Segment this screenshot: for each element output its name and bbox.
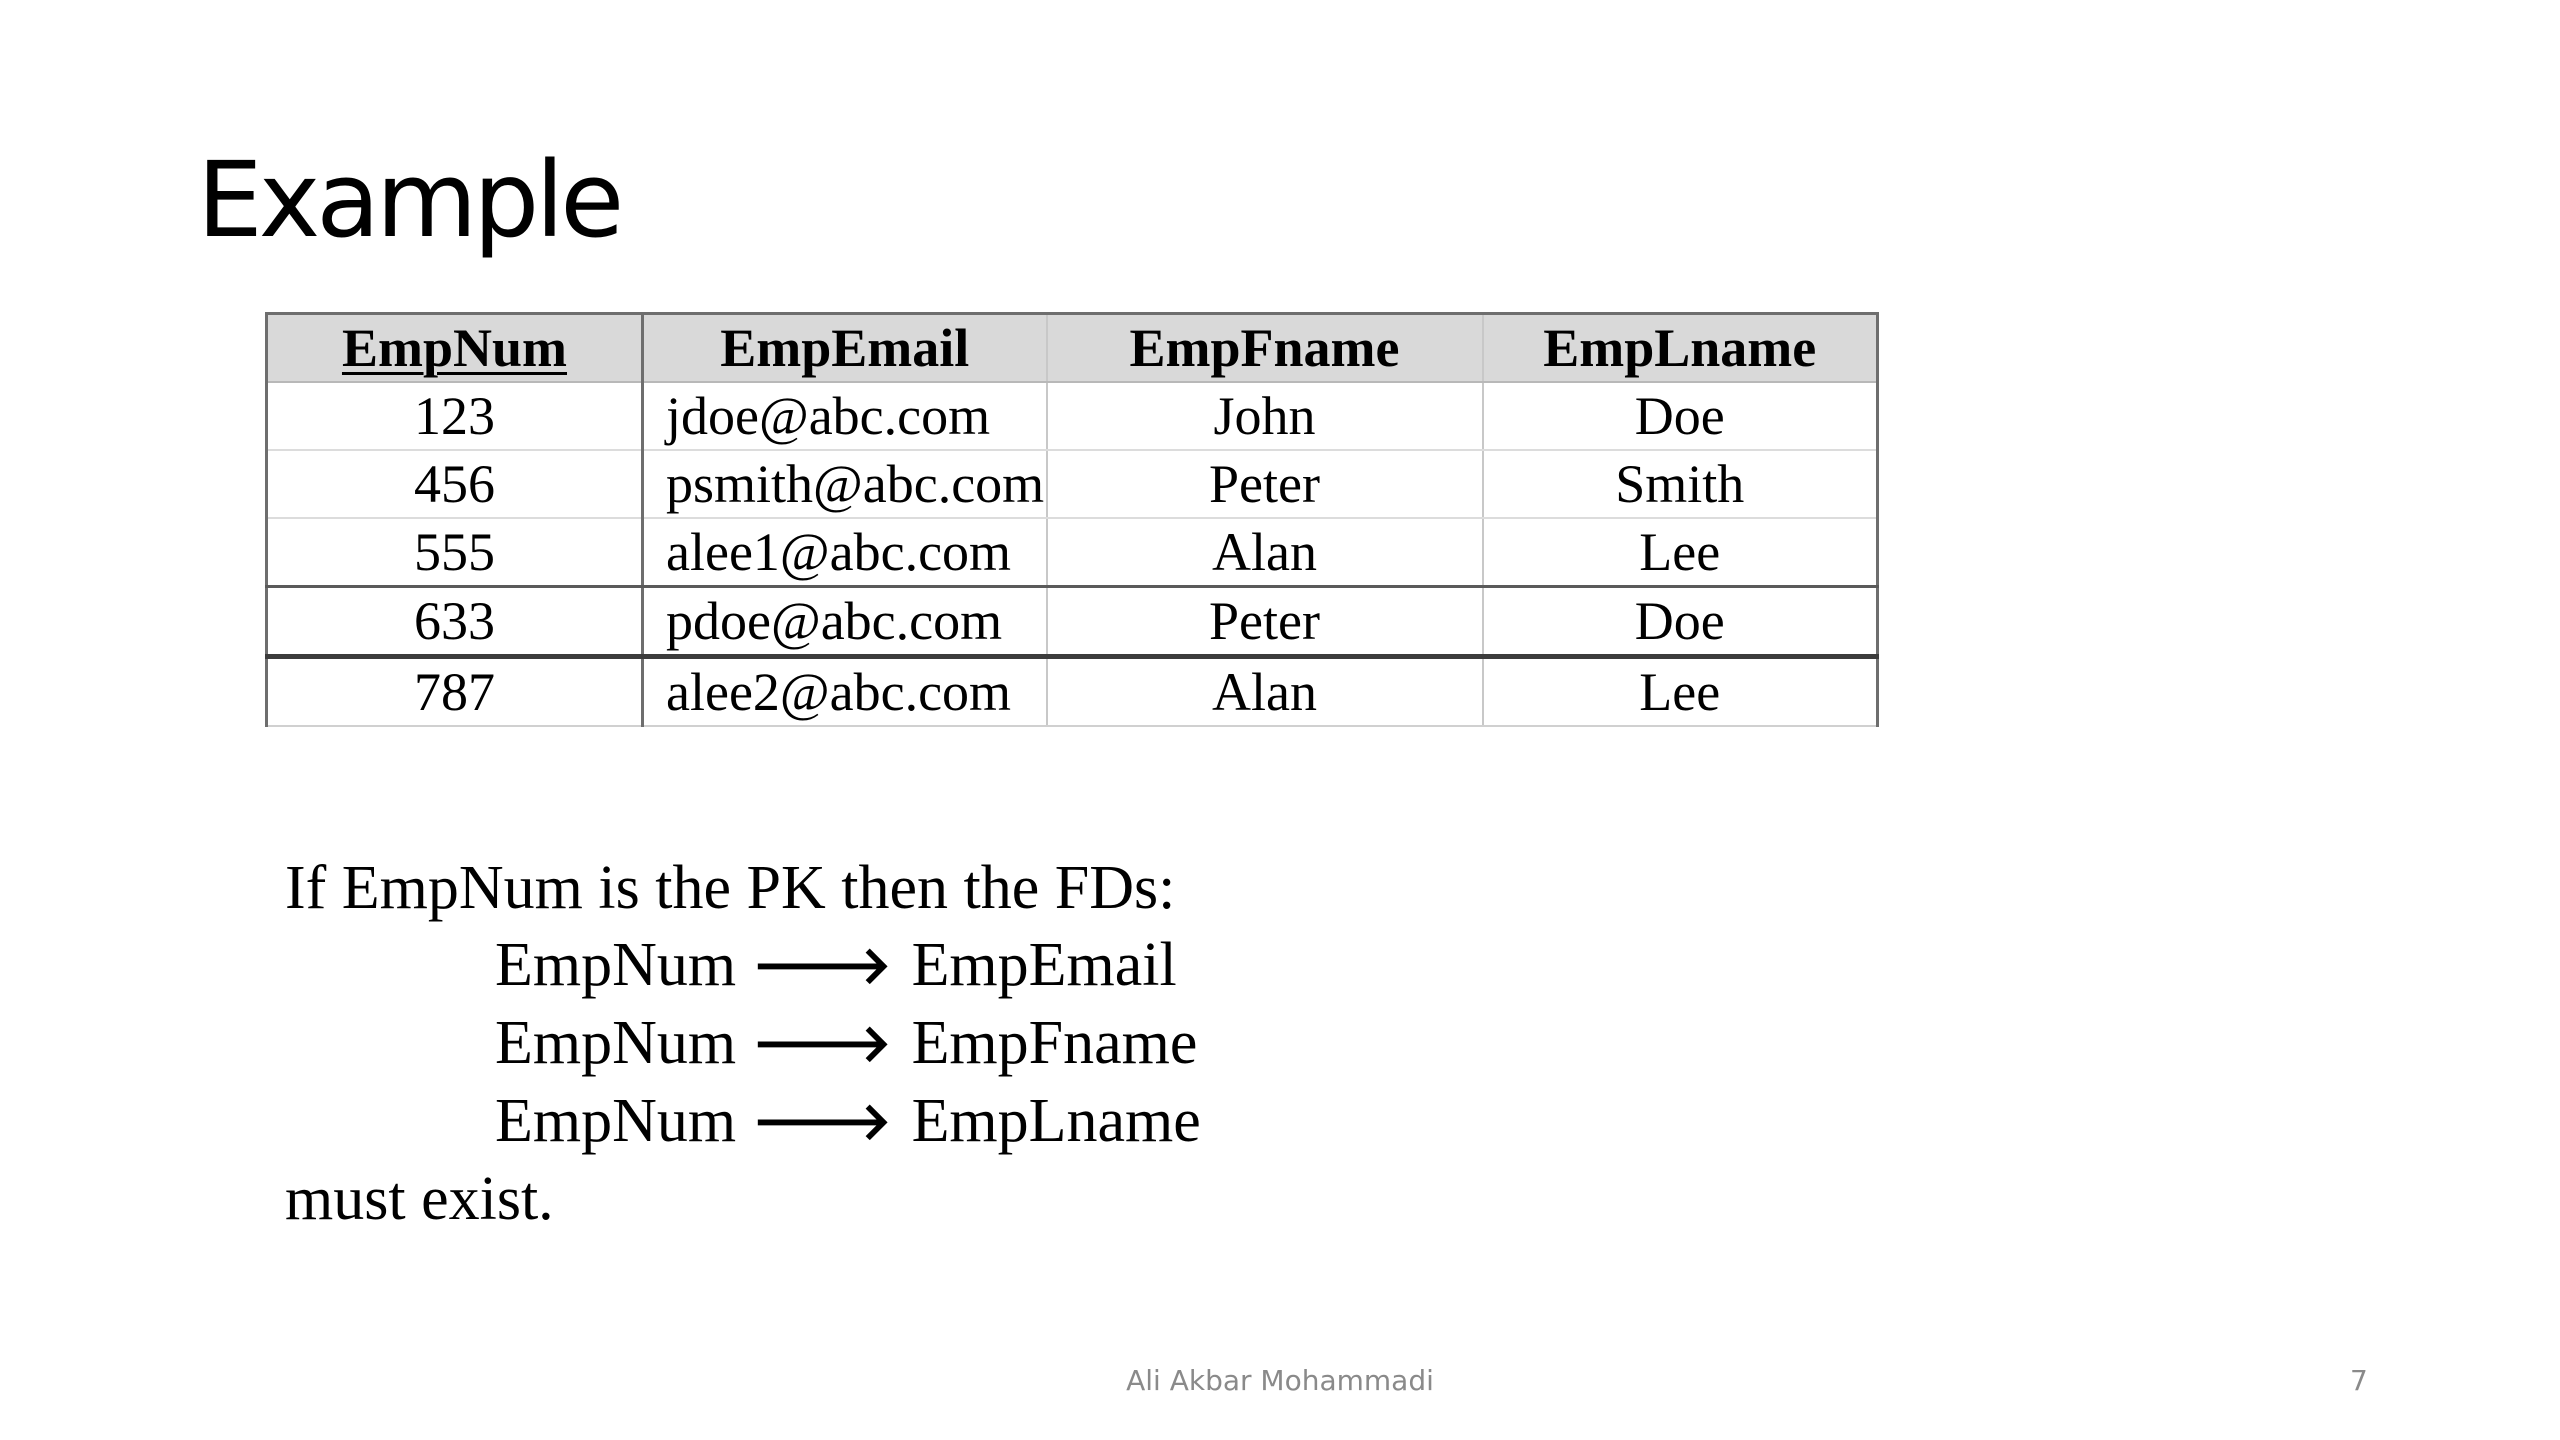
footer-author: Ali Akbar Mohammadi xyxy=(1126,1364,1434,1397)
cell-empnum: 456 xyxy=(267,450,643,518)
fd-rhs: EmpEmail xyxy=(911,931,1177,999)
table-header-row xyxy=(267,314,1878,383)
header-emplname: EmpLname xyxy=(1483,314,1878,383)
functional-dependencies-text xyxy=(285,850,1201,1238)
cell-empfname: Peter xyxy=(1047,587,1483,657)
cell-empfname: Peter xyxy=(1047,450,1483,518)
slide-page-number: 7 xyxy=(2350,1364,2368,1397)
fd-lhs: EmpNum xyxy=(495,931,737,999)
right-arrow-icon: 🡒 xyxy=(752,936,892,996)
cell-emplname: Doe xyxy=(1483,587,1878,657)
table-row xyxy=(267,450,1878,518)
cell-empfname: John xyxy=(1047,382,1483,450)
table-row xyxy=(267,518,1878,587)
right-arrow-icon: 🡒 xyxy=(752,1014,892,1074)
slide-title: Example xyxy=(197,139,621,261)
fd-rhs: EmpFname xyxy=(911,1009,1198,1077)
header-empnum xyxy=(267,314,643,383)
right-arrow-icon: 🡒 xyxy=(752,1092,892,1152)
cell-empnum: 555 xyxy=(267,518,643,587)
fd-item xyxy=(285,1005,1201,1083)
cell-empfname: Alan xyxy=(1047,657,1483,727)
table-row xyxy=(267,587,1878,657)
cell-empemail: alee2@abc.com xyxy=(643,657,1047,727)
table-row xyxy=(267,657,1878,727)
cell-empemail: pdoe@abc.com xyxy=(643,587,1047,657)
cell-emplname: Smith xyxy=(1483,450,1878,518)
table-row xyxy=(267,382,1878,450)
cell-empemail: psmith@abc.com xyxy=(643,450,1047,518)
cell-empnum: 633 xyxy=(267,587,643,657)
fd-rhs: EmpLname xyxy=(911,1087,1201,1155)
cell-empemail: alee1@abc.com xyxy=(643,518,1047,587)
cell-empnum: 787 xyxy=(267,657,643,727)
header-empfname: EmpFname xyxy=(1047,314,1483,383)
cell-empemail: jdoe@abc.com xyxy=(643,382,1047,450)
fd-item xyxy=(285,927,1201,1005)
fd-lhs: EmpNum xyxy=(495,1009,737,1077)
header-empemail: EmpEmail xyxy=(643,314,1047,383)
cell-empfname: Alan xyxy=(1047,518,1483,587)
cell-emplname: Lee xyxy=(1483,518,1878,587)
primary-key-label: EmpNum xyxy=(341,318,568,378)
cell-emplname: Lee xyxy=(1483,657,1878,727)
fd-outro: must exist. xyxy=(285,1165,554,1233)
cell-emplname: Doe xyxy=(1483,382,1878,450)
fd-item xyxy=(285,1083,1201,1161)
fd-intro: If EmpNum is the PK then the FDs: xyxy=(285,854,1176,922)
employee-table xyxy=(265,312,1879,727)
cell-empnum: 123 xyxy=(267,382,643,450)
fd-lhs: EmpNum xyxy=(495,1087,737,1155)
